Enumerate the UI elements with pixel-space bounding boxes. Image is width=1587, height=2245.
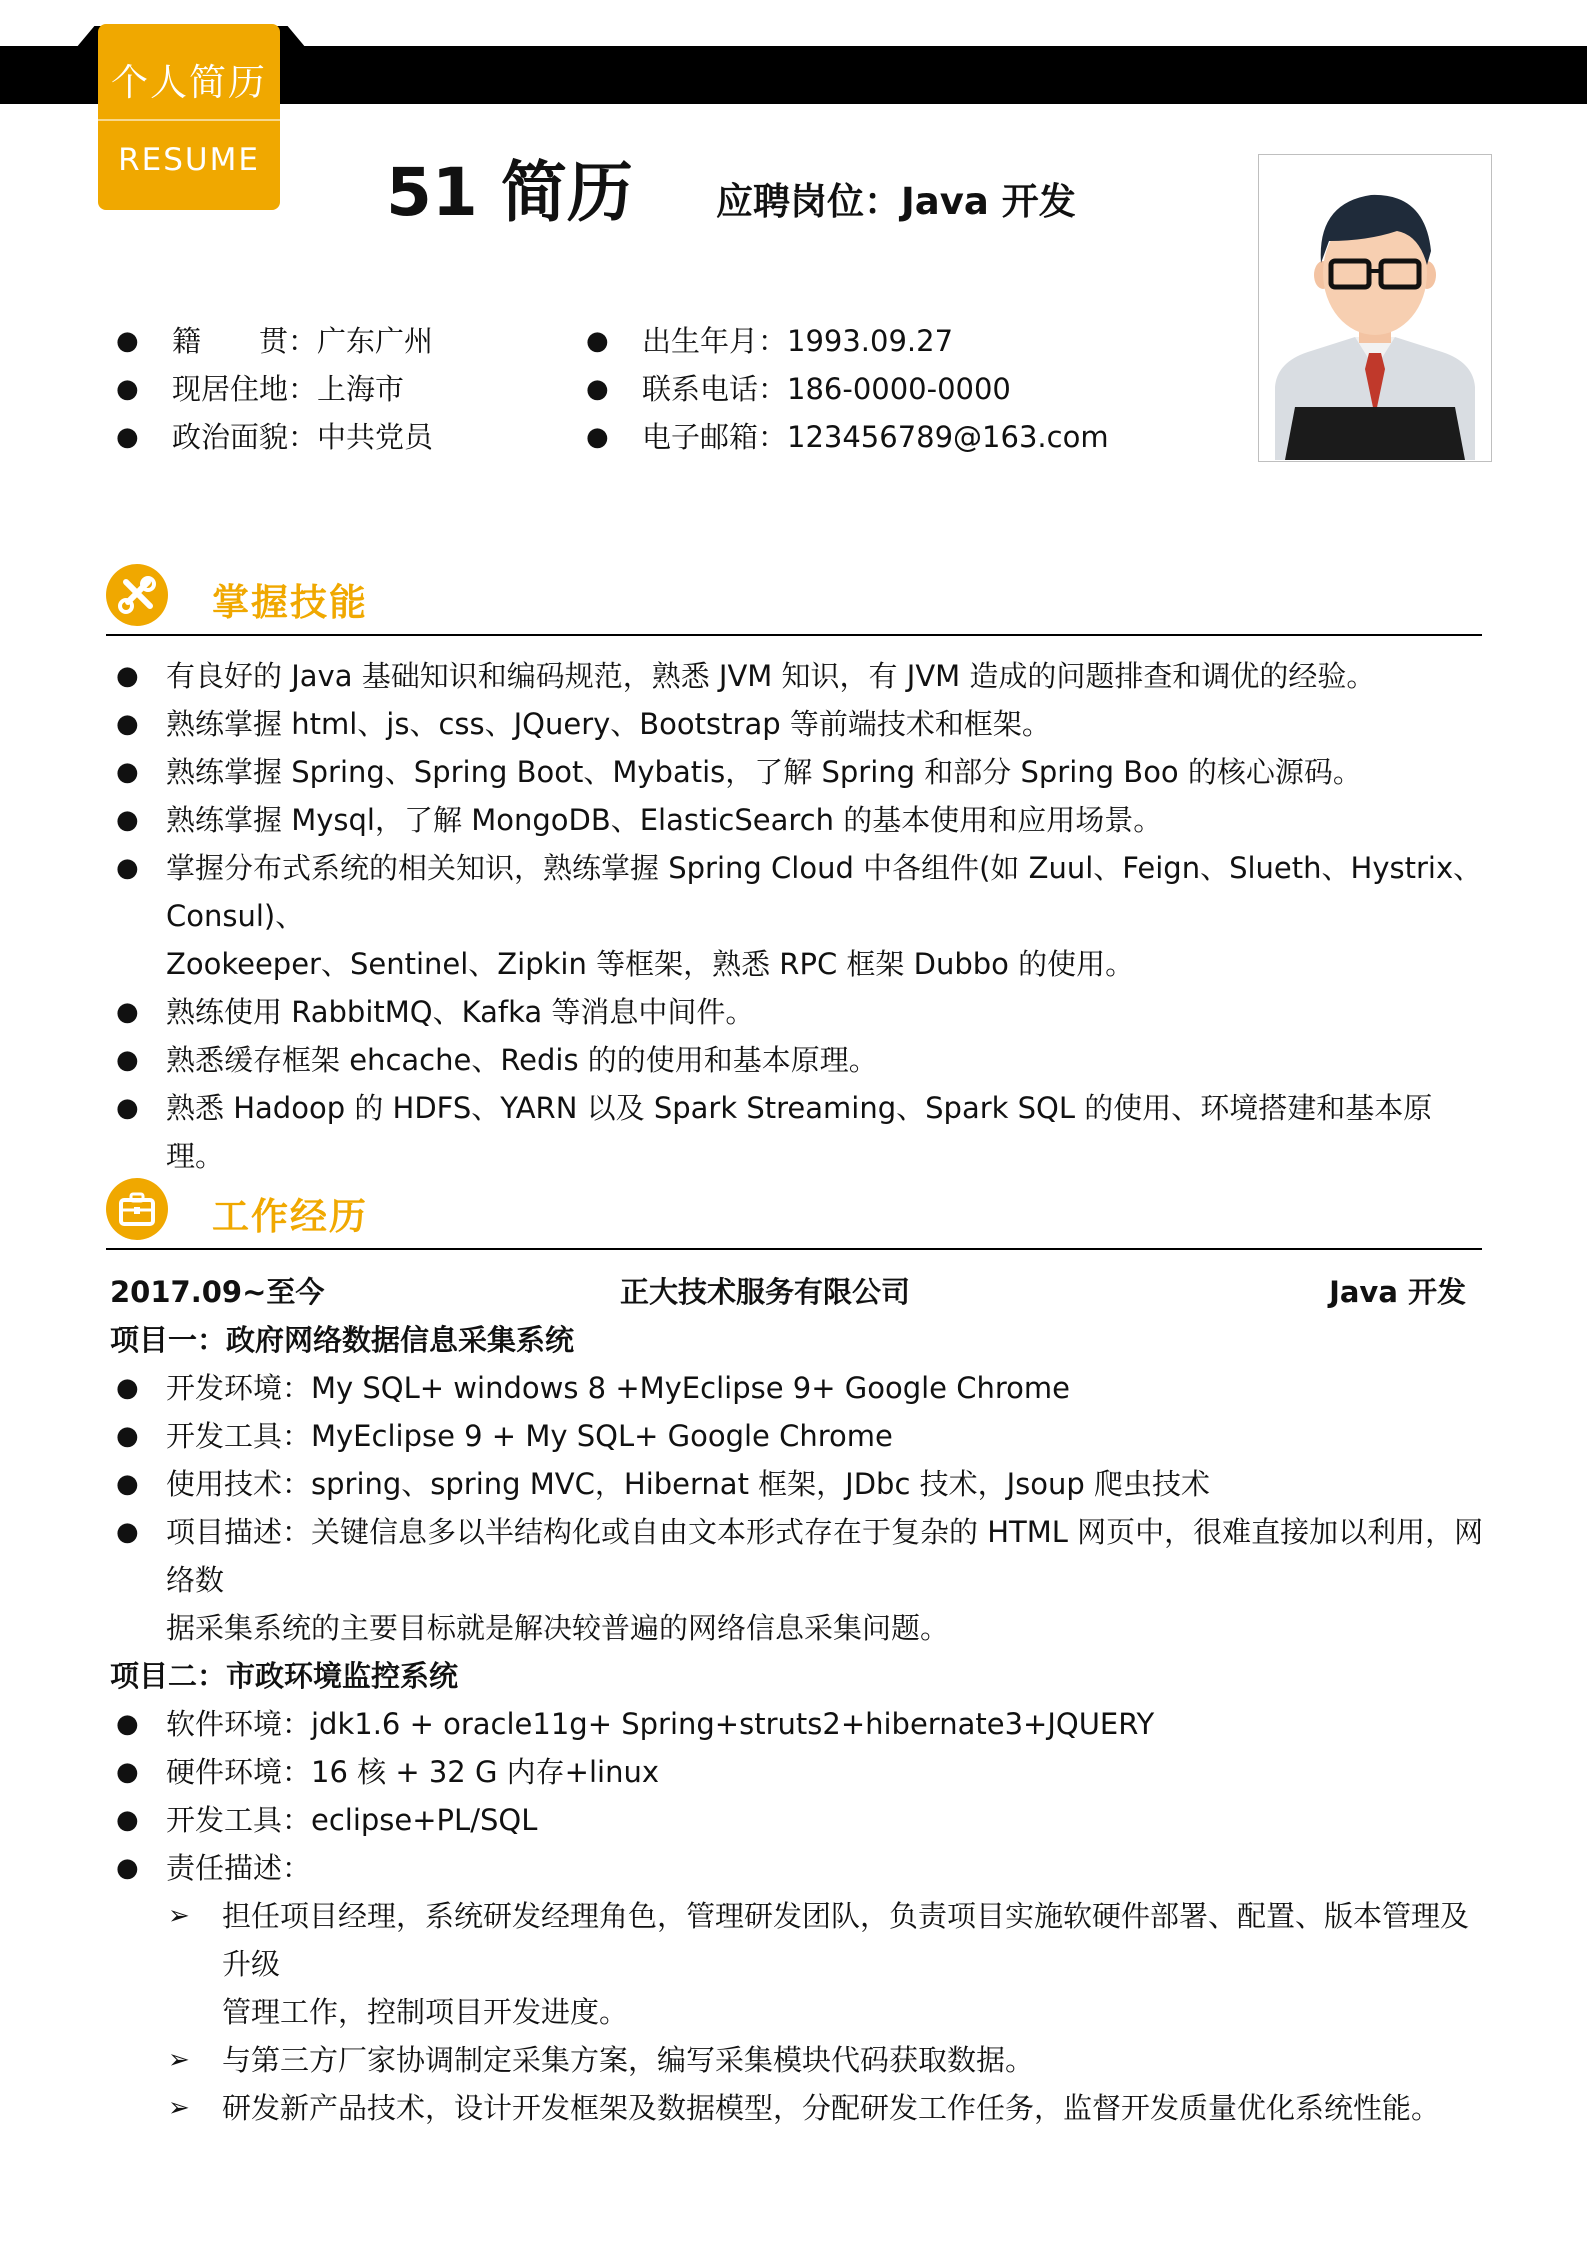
info-text: 电子邮箱：123456789@163.com: [642, 420, 1109, 454]
bullet: ●: [116, 326, 139, 356]
list-item-text: 开发环境：My SQL+ windows 8 +MyEclipse 9+ Google Chrome: [166, 1371, 1070, 1405]
duty-text: 与第三方厂家协调制定采集方案，编写采集模块代码获取数据。: [222, 2043, 1035, 2077]
bullet: ●: [116, 709, 139, 739]
list-item-text: 开发工具：MyEclipse 9 + My SQL+ Google Chrome: [166, 1419, 893, 1453]
bullet: ●: [116, 374, 139, 404]
bullet: ●: [116, 1373, 139, 1403]
info-row-political: [116, 416, 433, 464]
list-item: [116, 1084, 1486, 1180]
list-item: [116, 1748, 1486, 1796]
experience-section-header: [106, 1178, 1482, 1250]
briefcase-icon: [106, 1178, 168, 1240]
list-item-text: 熟练掌握 Mysql，了解 MongoDB、ElasticSearch 的基本使用和应用场景。: [166, 803, 1163, 837]
list-item: [116, 1036, 1486, 1084]
tools-icon: [106, 564, 168, 626]
duty-item-continuation: [116, 1988, 1486, 2036]
skills-section-header: [106, 564, 1482, 636]
info-row-birth: [586, 320, 1109, 368]
list-item-text: 责任描述：: [166, 1851, 312, 1885]
bullet: ●: [116, 1709, 139, 1739]
bullet: ●: [586, 326, 609, 356]
bullet: ●: [116, 422, 139, 452]
list-item-text: 据采集系统的主要目标就是解决较普遍的网络信息采集问题。: [166, 1611, 950, 1645]
list-item: [116, 652, 1486, 700]
list-item: [116, 1460, 1486, 1508]
bullet: ●: [116, 1853, 139, 1883]
section-divider: [106, 1248, 1482, 1250]
bullet: ●: [116, 1805, 139, 1835]
list-item: [116, 1364, 1486, 1412]
info-text: 现居住地：上海市: [172, 372, 405, 406]
list-item-text: 软件环境：jdk1.6 + oracle11g+ Spring+struts2+hibernate3+JQUERY: [166, 1707, 1155, 1741]
list-item: [116, 748, 1486, 796]
bullet: ●: [116, 997, 139, 1027]
list-item-text: 熟练掌握 html、js、css、JQuery、Bootstrap 等前端技术和框架。: [166, 707, 1051, 741]
profile-photo: [1258, 154, 1492, 462]
list-item-text: 掌握分布式系统的相关知识，熟练掌握 Spring Cloud 中各组件(如 Zuul、Feign、Slueth、Hystrix、Consul)、: [166, 851, 1483, 933]
basic-info-left: [116, 320, 433, 464]
resume-name: 51 简历: [386, 154, 633, 231]
list-item-continuation: [116, 940, 1486, 988]
list-item: [116, 796, 1486, 844]
duty-item: [116, 2036, 1486, 2084]
arrow-bullet: ➢: [168, 1901, 190, 1931]
list-item-text: 开发工具：eclipse+PL/SQL: [166, 1803, 538, 1837]
basic-info-right: [586, 320, 1109, 464]
list-item-text: 熟悉缓存框架 ehcache、Redis 的的使用和基本原理。: [166, 1043, 878, 1077]
duty-text: 研发新产品技术，设计开发框架及数据模型，分配研发工作任务，监督开发质量优化系统性能。: [222, 2091, 1441, 2125]
avatar-illustration: [1259, 155, 1491, 461]
duty-text: 担任项目经理，系统研发经理角色，管理研发团队，负责项目实施软硬件部署、配置、版本管理及升级: [222, 1899, 1470, 1981]
bullet: ●: [116, 805, 139, 835]
badge-title-cn: 个人简历: [111, 61, 267, 104]
applied-position: 应聘岗位：Java 开发: [716, 180, 1076, 223]
duty-item: [116, 2084, 1486, 2132]
info-row-hometown: [116, 320, 433, 368]
list-item: [116, 700, 1486, 748]
bullet: ●: [116, 853, 139, 883]
bullet: ●: [116, 1469, 139, 1499]
job-role: Java 开发: [1329, 1275, 1466, 1309]
list-item-text: 项目描述：关键信息多以半结构化或自由文本形式存在于复杂的 HTML 网页中，很难直接加以利用，网络数: [166, 1515, 1484, 1597]
section-divider: [106, 634, 1482, 636]
list-item: [116, 1796, 1486, 1844]
bullet: ●: [116, 1517, 139, 1547]
list-item-text: 使用技术：spring、spring MVC，Hibernat 框架，JDbc 技术，Jsoup 爬虫技术: [166, 1467, 1211, 1501]
list-item: [116, 1508, 1486, 1604]
experience-title: 工作经历: [212, 1195, 368, 1238]
info-text: 联系电话：186-0000-0000: [642, 372, 1011, 406]
info-row-phone: [586, 368, 1109, 416]
skills-list: [116, 652, 1486, 1180]
info-text: 籍 贯：广东广州: [172, 324, 434, 358]
duty-text: 管理工作，控制项目开发进度。: [222, 1995, 629, 2029]
list-item: [116, 1844, 1486, 1892]
list-item-text: 熟悉 Hadoop 的 HDFS、YARN 以及 Spark Streaming、Spark SQL 的使用、环境搭建和基本原理。: [166, 1091, 1433, 1173]
info-row-residence: [116, 368, 433, 416]
list-item-text: 熟练掌握 Spring、Spring Boot、Mybatis，了解 Spring 和部分 Spring Boo 的核心源码。: [166, 755, 1362, 789]
bullet: ●: [116, 1757, 139, 1787]
skills-title: 掌握技能: [212, 581, 368, 624]
list-item-text: 有良好的 Java 基础知识和编码规范，熟悉 JVM 知识，有 JVM 造成的问题排查和调优的经验。: [166, 659, 1376, 693]
bullet: ●: [116, 1093, 139, 1123]
project-1-title: 项目一：政府网络数据信息采集系统: [110, 1323, 575, 1357]
duty-item: [116, 1892, 1486, 1988]
list-item: [116, 1700, 1486, 1748]
job-header: [110, 1268, 1466, 1316]
badge-divider: [98, 119, 280, 121]
list-item-text: 熟练使用 RabbitMQ、Kafka 等消息中间件。: [166, 995, 755, 1029]
badge-title-en: RESUME: [118, 142, 260, 178]
list-item: [116, 844, 1486, 940]
bullet: ●: [116, 1421, 139, 1451]
bullet: ●: [586, 422, 609, 452]
job-company: 正大技术服务有限公司: [620, 1275, 911, 1309]
list-item-continuation: [116, 1604, 1486, 1652]
bullet: ●: [116, 1045, 139, 1075]
info-text: 出生年月：1993.09.27: [642, 324, 954, 358]
info-text: 政治面貌：中共党员: [172, 420, 434, 454]
bullet: ●: [116, 757, 139, 787]
job-date: 2017.09~至今: [110, 1275, 325, 1309]
bullet: ●: [586, 374, 609, 404]
project-1-list: [116, 1364, 1486, 1652]
list-item-text: Zookeeper、Sentinel、Zipkin 等框架，熟悉 RPC 框架 Dubbo 的使用。: [166, 947, 1135, 981]
info-row-email: [586, 416, 1109, 464]
arrow-bullet: ➢: [168, 2093, 190, 2123]
project-2-title: 项目二：市政环境监控系统: [110, 1659, 459, 1693]
list-item: [116, 1412, 1486, 1460]
list-item-text: 硬件环境：16 核 + 32 G 内存+linux: [166, 1755, 660, 1789]
list-item: [116, 988, 1486, 1036]
arrow-bullet: ➢: [168, 2045, 190, 2075]
bullet: ●: [116, 661, 139, 691]
resume-badge: [98, 24, 280, 210]
project-2-list: [116, 1700, 1486, 2132]
